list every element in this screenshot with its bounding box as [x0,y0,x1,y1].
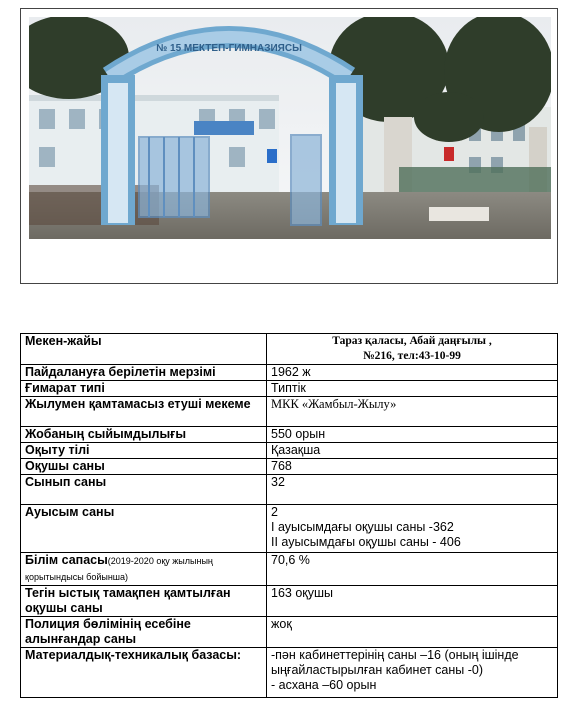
row-value-line: ІІ ауысымдағы оқушы саны - 406 [271,535,461,549]
row-value-cell [267,334,558,365]
row-key-cell [21,334,267,365]
row-value-cell [267,365,558,381]
row-key-note: (2019-2020 оқу жылының қорытындысы бойынша) [25,556,213,582]
table-row [21,586,558,617]
row-key-cell [21,505,267,553]
row-value-cell [267,427,558,443]
row-value-line: 550 орын [271,427,326,441]
row-key-cell [21,586,267,617]
row-value-line: 768 [271,459,292,473]
row-value-cell [267,586,558,617]
row-value-line: - асхана –60 орын [271,678,377,692]
school-info-table [20,333,558,698]
row-key: Пайдалануға берілетін мерзімі [25,365,216,379]
row-value-line: жоқ [271,617,292,631]
row-key-cell [21,475,267,505]
row-value-cell [267,648,558,698]
row-value-cell [267,505,558,553]
row-value-line: 70,6 % [271,553,310,567]
row-key: Жылумен қамтамасыз етуші мекеме [25,397,251,411]
table-row [21,397,558,427]
row-key-cell [21,427,267,443]
table-row [21,427,558,443]
table-row [21,553,558,586]
table-row [21,648,558,698]
row-value-cell [267,397,558,427]
row-key: Жобаның сыйымдылығы [25,427,187,441]
row-key: Білім сапасы [25,553,108,567]
row-key: Материалдық-техникалық базасы: [25,648,242,662]
row-value-line: МКК «Жамбыл-Жылу» [271,397,397,411]
row-value-line: №216, тел:43-10-99 [363,350,461,362]
row-key: Тегін ыстық тамақпен қамтылған оқушы саны [25,586,231,615]
row-key: Мекен-жайы [25,334,102,348]
row-value-line: Типтік [271,381,306,395]
school-gate-photo [29,17,551,239]
row-key-cell [21,381,267,397]
row-key-cell [21,648,267,698]
table-row [21,381,558,397]
table-row [21,443,558,459]
row-key: Ауысым саны [25,505,115,519]
row-value-line: 32 [271,475,285,489]
row-key: Ғимарат типі [25,381,105,395]
arch-sign-text: № 15 МЕКТЕП-ГИМНАЗИЯСЫ [156,43,302,54]
row-key-cell [21,397,267,427]
table-row [21,334,558,365]
row-value-line: Қазақша [271,443,321,457]
photo-frame [20,8,558,284]
row-value-cell [267,617,558,648]
table-row [21,475,558,505]
table-row [21,505,558,553]
row-value-cell [267,443,558,459]
row-key: Сынып саны [25,475,107,489]
row-value-cell [267,553,558,586]
row-key: Оқыту тілі [25,443,90,457]
row-value-cell [267,459,558,475]
row-key: Оқушы саны [25,459,105,473]
table-row [21,365,558,381]
row-value-line: 2 [271,505,278,519]
row-value-line: 163 оқушы [271,586,334,600]
row-value-line: І ауысымдағы оқушы саны -362 [271,520,454,534]
row-value-cell [267,475,558,505]
row-value-line: 1962 ж [271,365,311,379]
row-value-line: -пән кабинеттерінің саны –16 (оның ішінде ыңғайластырылған кабинет саны -0) [271,648,519,677]
row-key-cell [21,443,267,459]
row-key-cell [21,365,267,381]
school-gate-illustration [29,17,551,239]
row-value-cell [267,381,558,397]
table-row [21,459,558,475]
row-key-cell [21,617,267,648]
row-key-cell [21,553,267,586]
table-row [21,617,558,648]
row-key: Полиция бөлімінің есебіне алынғандар саны [25,617,191,646]
row-key-cell [21,459,267,475]
row-value-line: Тараз қаласы, Абай даңғылы , [332,335,492,347]
